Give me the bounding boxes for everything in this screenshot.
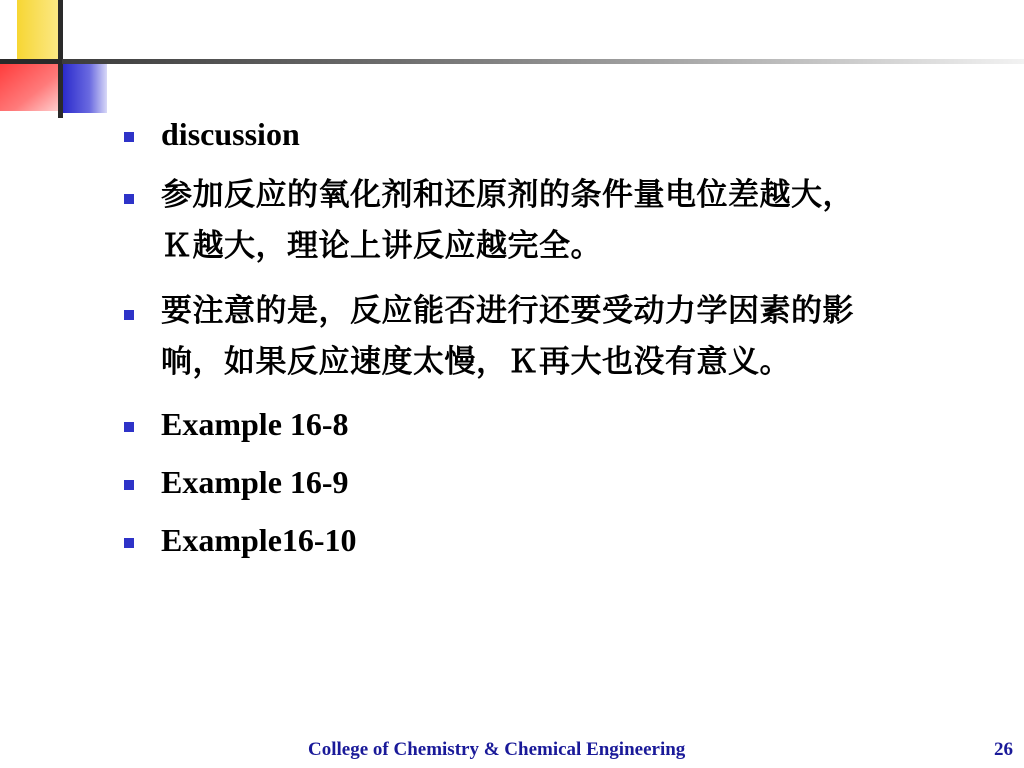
square-bullet-icon: [124, 132, 134, 142]
header-rule: [62, 59, 1024, 64]
bullet-text: Example 16-9: [161, 464, 349, 500]
bullet-item: [124, 286, 924, 388]
bullet-list: [124, 112, 924, 576]
bullet-item: [124, 112, 924, 156]
bullet-item: [124, 170, 924, 272]
bullet-text: discussion: [161, 116, 300, 152]
bullet-text: Example 16-8: [161, 406, 349, 442]
slide-number: 26: [994, 739, 1013, 760]
square-bullet-icon: [124, 310, 134, 320]
bullet-text: Example16-10: [161, 522, 357, 558]
square-bullet-icon: [124, 538, 134, 548]
square-bullet-icon: [124, 480, 134, 490]
square-bullet-icon: [124, 422, 134, 432]
bullet-item: [124, 402, 924, 446]
square-bullet-icon: [124, 194, 134, 204]
footer-college-name: College of Chemistry & Chemical Engineering: [308, 739, 686, 760]
bullet-item: [124, 518, 924, 562]
bullet-text: 参加反应的氧化剂和还原剂的条件量电位差越大，Ｋ越大，理论上讲反应越完全。: [161, 177, 854, 264]
bullet-item: [124, 460, 924, 504]
bullet-text: 要注意的是，反应能否进行还要受动力学因素的影响，如果反应速度太慢，Ｋ再大也没有意义。: [161, 293, 854, 380]
